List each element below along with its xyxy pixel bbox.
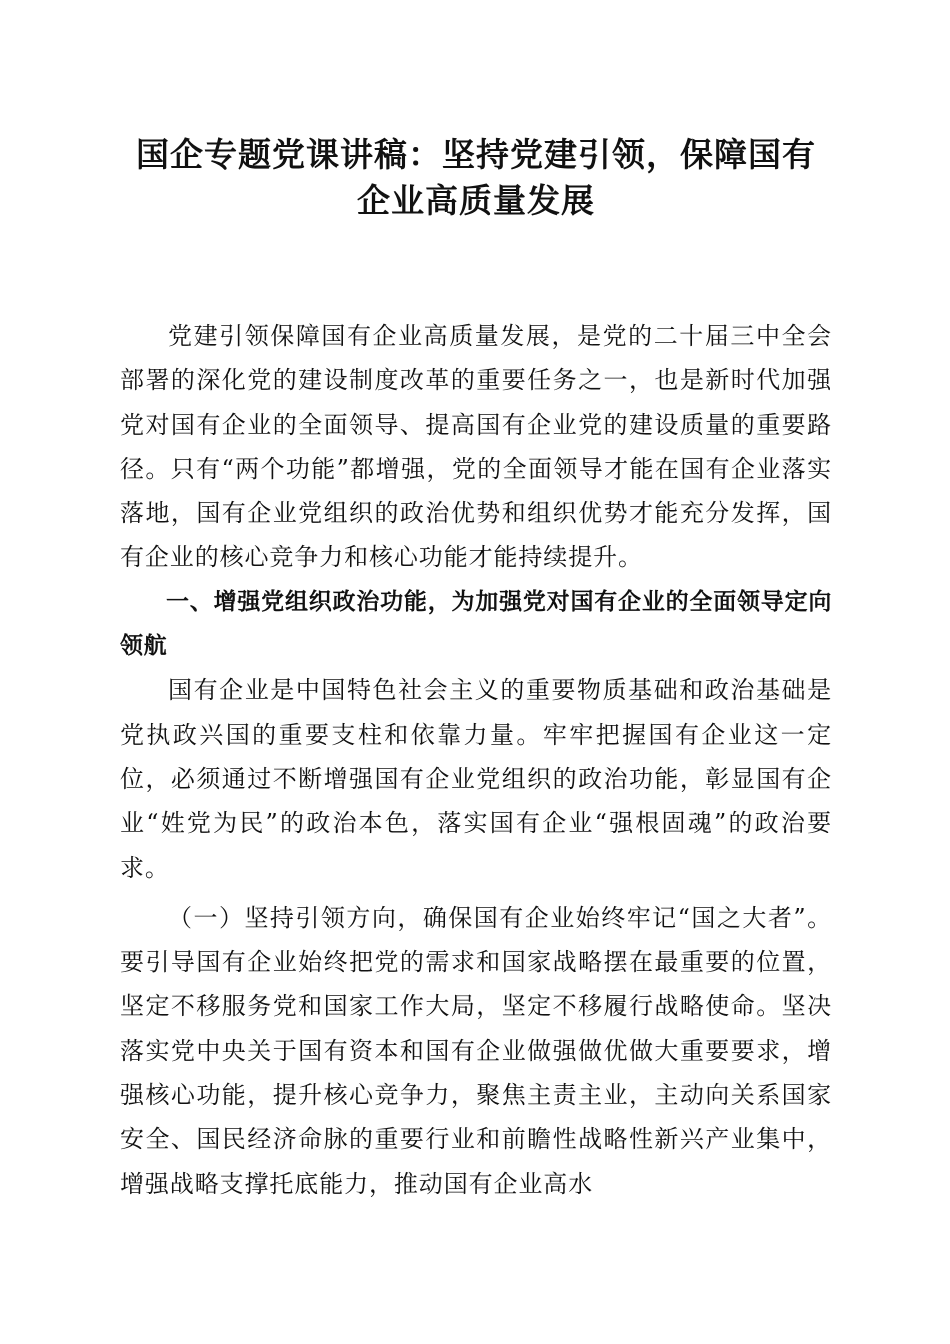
document-body: [120, 314, 832, 1206]
title-line-1: 国企专题党课讲稿：坚持党建引领，保障国有: [136, 135, 816, 174]
section-1-paragraph: 国有企业是中国特色社会主义的重要物质基础和政治基础是党执政兴国的重要支柱和依靠力量。牢牢把握国有企业这一定位，必须通过不断增强国有企业党组织的政治功能，彰显国有企业“姓党为民”的政治本色，落实国有企业“强根固魂”的政治要求。: [120, 676, 832, 882]
intro-paragraph: 党建引领保障国有企业高质量发展，是党的二十届三中全会部署的深化党的建设制度改革的重要任务之一，也是新时代加强党对国有企业的全面领导、提高国有企业党的建设质量的重要路径。只有“两个功能”都增强，党的全面领导才能在国有企业落实落地，国有企业党组织的政治优势和组织优势才能充分发挥，国有企业的核心竞争力和核心功能才能持续提升。: [120, 322, 832, 572]
subsection-1-paragraph: （一）坚持引领方向，确保国有企业始终牢记“国之大者”。要引导国有企业始终把党的需求和国家战略摆在最重要的位置，坚定不移服务党和国家工作大局，坚定不移履行战略使命。坚决落实党中央关于国有资本和国有企业做强做优做大重要要求，增强核心功能，提升核心竞争力，聚焦主责主业，主动向关系国家安全、国民经济命脉的重要行业和前瞻性战略性新兴产业集中，增强战略支撑托底能力，推动国有企业高水: [120, 903, 832, 1198]
section-heading-1: 一、增强党组织政治功能，为加强党对国有企业的全面领导定向领航: [120, 588, 832, 660]
document-page: [120, 132, 832, 1206]
document-title: [120, 132, 832, 224]
title-line-2: 企业高质量发展: [357, 181, 595, 220]
